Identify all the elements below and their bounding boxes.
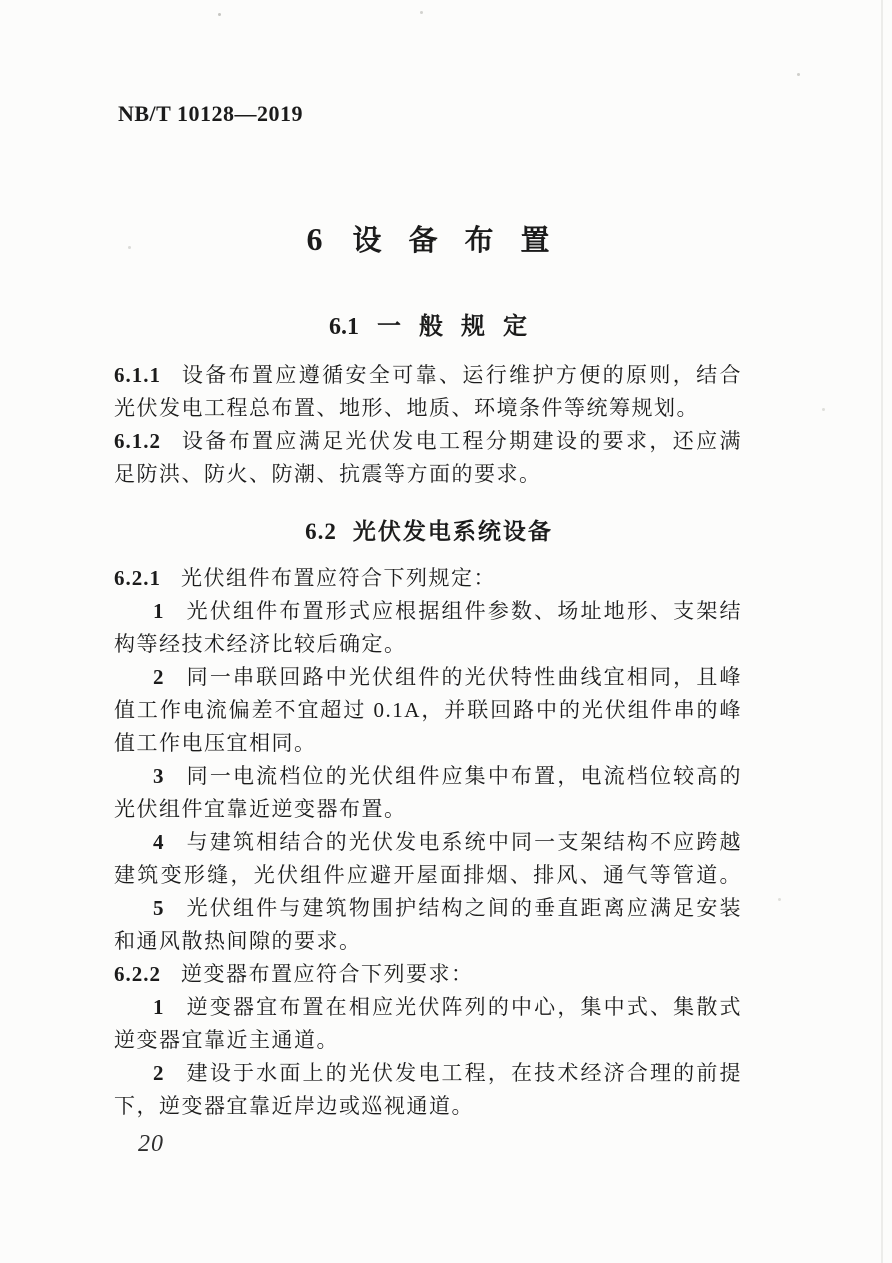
section-number: 6.2: [305, 519, 337, 544]
section-number: 6.1: [329, 314, 359, 340]
item-text: 同一串联回路中光伏组件的光伏特性曲线宜相同，且峰: [186, 665, 742, 689]
list-item-3: [114, 760, 742, 826]
item-text: 与建筑相结合的光伏发电系统中同一支架结构不应跨越: [186, 830, 742, 854]
text-line: [114, 595, 742, 628]
text-line: [114, 359, 742, 392]
clause-text: 逆变器布置应符合下列要求：: [181, 962, 474, 986]
text-line: 值工作电流偏差不宜超过 0.1A，并联回路中的光伏组件串的峰: [114, 698, 742, 722]
text-line: [114, 562, 742, 595]
item-number: 2: [153, 665, 165, 689]
text-line: 光伏组件宜靠近逆变器布置。: [114, 797, 407, 821]
list-item-2: [114, 661, 742, 760]
item-number: 1: [153, 599, 165, 623]
text-line: [114, 1057, 742, 1090]
text-line: [114, 991, 742, 1024]
clause-text: 设备布置应满足光伏发电工程分期建设的要求，还应满: [181, 429, 742, 453]
page-number: 20: [138, 1131, 164, 1157]
text-line: 光伏发电工程总布置、地形、地质、环境条件等统筹规划。: [114, 396, 699, 420]
body-text-column: [114, 359, 742, 1123]
text-line: 值工作电压宜相同。: [114, 731, 317, 755]
clause-number: 6.1.1: [114, 363, 161, 387]
chapter-number: 6: [306, 221, 323, 257]
section-title-text: 光伏发电系统设备: [352, 518, 553, 544]
text-line: [114, 958, 742, 991]
document-code-header: NB/T 10128—2019: [118, 101, 303, 126]
clause-text: 光伏组件布置应符合下列规定：: [181, 566, 496, 590]
text-line: [114, 892, 742, 925]
text-line: 下，逆变器宜靠近岸边或巡视通道。: [114, 1094, 474, 1118]
text-line: 建筑变形缝，光伏组件应避开屋面排烟、排风、通气等管道。: [114, 863, 742, 887]
item-text: 同一电流档位的光伏组件应集中布置，电流档位较高的: [186, 764, 742, 788]
list-item-4: [114, 826, 742, 892]
item-text: 逆变器宜布置在相应光伏阵列的中心，集中式、集散式: [186, 995, 742, 1019]
clause-6-2-2: [114, 958, 742, 991]
clause-6-1-2: [114, 425, 742, 491]
section-title-text: 一般规定: [377, 313, 545, 340]
list-item-1: [114, 595, 742, 661]
list-item-2: [114, 1057, 742, 1123]
text-line: [114, 661, 742, 694]
clause-number: 6.1.2: [114, 429, 161, 453]
section-heading-6-2: [114, 515, 742, 549]
clause-number: 6.2.1: [114, 566, 161, 590]
list-item-5: [114, 892, 742, 958]
text-line: [114, 826, 742, 859]
clause-number: 6.2.2: [114, 962, 161, 986]
chapter-title: [114, 218, 742, 259]
text-line: [114, 425, 742, 458]
text-line: [114, 760, 742, 793]
item-number: 5: [153, 896, 165, 920]
item-number: 4: [153, 830, 165, 854]
chapter-title-text: 设备布置: [352, 225, 577, 257]
text-line: 构等经技术经济比较后确定。: [114, 632, 407, 656]
item-number: 2: [153, 1061, 165, 1085]
item-number: 1: [153, 995, 165, 1019]
item-number: 3: [153, 764, 165, 788]
clause-6-1-1: [114, 359, 742, 425]
item-text: 光伏组件与建筑物围护结构之间的垂直距离应满足安装: [186, 896, 742, 920]
clause-text: 设备布置应遵循安全可靠、运行维护方便的原则，结合: [181, 363, 742, 387]
list-item-1: [114, 991, 742, 1057]
section-heading-6-1: [114, 306, 742, 341]
item-text: 建设于水面上的光伏发电工程，在技术经济合理的前提: [186, 1061, 742, 1085]
text-line: 和通风散热间隙的要求。: [114, 929, 362, 953]
item-text: 光伏组件布置形式应根据组件参数、场址地形、支架结: [186, 599, 742, 623]
text-line: 逆变器宜靠近主通道。: [114, 1028, 339, 1052]
clause-6-2-1: [114, 562, 742, 595]
text-line: 足防洪、防火、防潮、抗震等方面的要求。: [114, 462, 542, 486]
